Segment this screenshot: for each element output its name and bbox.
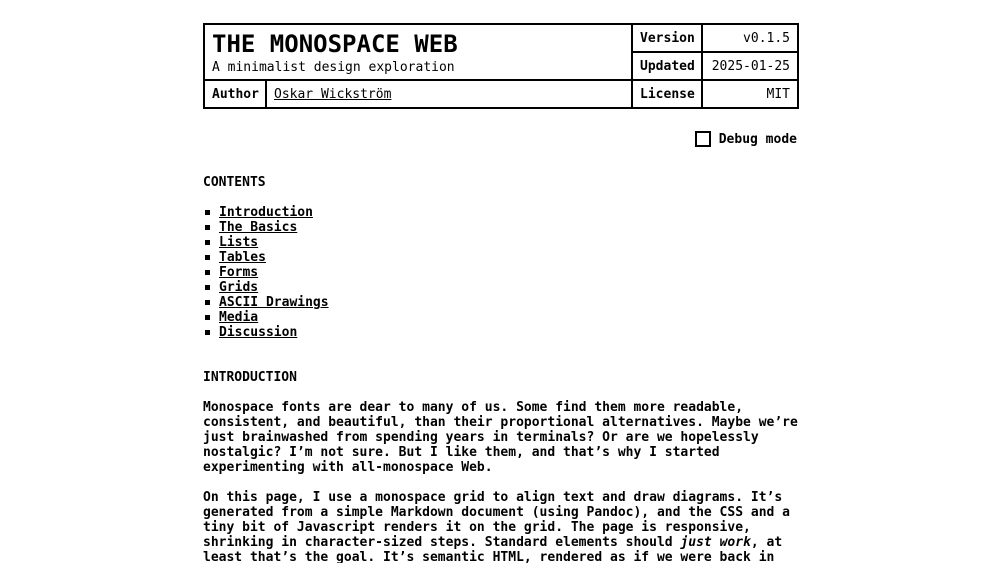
debug-toggle[interactable]	[203, 131, 797, 147]
version-label: Version	[632, 24, 702, 52]
toc-item-grids	[203, 280, 797, 295]
header-table	[203, 23, 799, 109]
license-value: MIT	[702, 80, 798, 108]
toc-item-introduction	[203, 205, 797, 220]
debug-label: Debug mode	[718, 131, 797, 147]
toc-link[interactable]: Grids	[219, 280, 259, 295]
toc-item-tables	[203, 250, 797, 265]
author-link[interactable]: Oskar Wickström	[274, 86, 392, 102]
page-title: THE MONOSPACE WEB	[212, 29, 458, 58]
intro-p2-start: On this page, I use a monospace grid to align text and draw diagrams. It’s generated from a simple Markdown document (using Pandoc), and the CSS and a tiny bit of Javascript renders it on the grid. The page is responsive, shrinking in character-sized steps. Standard elements should	[203, 490, 790, 550]
introduction-heading: INTRODUCTION	[203, 370, 297, 385]
toc-item-forms	[203, 265, 797, 280]
toc-item-ascii	[203, 295, 797, 310]
toc-link[interactable]: Discussion	[219, 325, 298, 340]
toc-link[interactable]: The Basics	[219, 220, 298, 235]
toc-link[interactable]: Tables	[219, 250, 266, 265]
intro-p2-end: , at least that’s the goal. It’s semantic HTML, rendered as if we were back in	[203, 535, 783, 563]
toc-item-basics	[203, 220, 797, 235]
toc-item-media	[203, 310, 797, 325]
intro-p2-emphasis: just work	[680, 535, 751, 550]
toc-item-lists	[203, 235, 797, 250]
author-cell	[266, 80, 632, 108]
toc-link[interactable]: Introduction	[219, 205, 313, 220]
title-cell	[204, 24, 632, 80]
updated-label: Updated	[632, 52, 702, 80]
toc-item-discussion	[203, 325, 797, 340]
author-label: Author	[204, 80, 266, 108]
intro-paragraph-1: Monospace fonts are dear to many of us. Some find them more readable, consistent, and beautiful, than their proportional alternatives. Maybe we’re just brainwashed from spending years in terminals? Or are we hopelessly nostalgic? I’m not sure. But I like them, and that’s why I started experimenting with all-monospace Web.	[203, 400, 798, 475]
debug-checkbox[interactable]	[695, 131, 711, 147]
intro-paragraph-2	[203, 490, 803, 563]
license-label: License	[632, 80, 702, 108]
toc-link[interactable]: Forms	[219, 265, 259, 280]
version-value: v0.1.5	[702, 24, 798, 52]
page-subtitle: A minimalist design exploration	[212, 59, 455, 75]
updated-value: 2025-01-25	[702, 52, 798, 80]
toc-link[interactable]: ASCII Drawings	[219, 295, 329, 310]
contents-heading: CONTENTS	[203, 175, 266, 190]
contents-list	[203, 205, 797, 340]
page	[203, 0, 797, 563]
toc-link[interactable]: Media	[219, 310, 259, 325]
toc-link[interactable]: Lists	[219, 235, 259, 250]
